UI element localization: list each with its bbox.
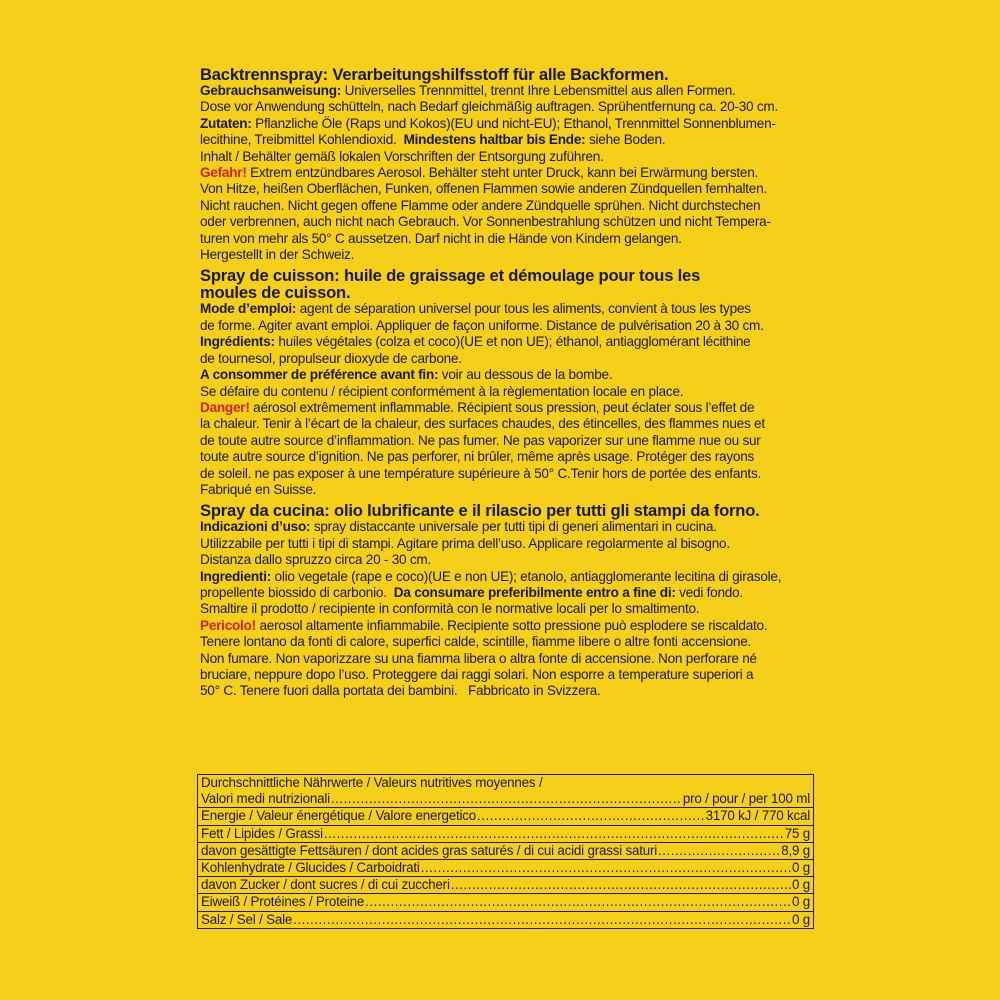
italian-usage-text: spray distaccante universale per tutti tipi di generi alimentari in cucina. (310, 519, 717, 535)
german-ingredients-text: Pflanzliche Öle (Raps und Kokos)(EU und nicht-EU); Ethanol, Trennmittel Sonnenblumen- (251, 115, 776, 131)
german-danger-line4: oder verbrennen, auch nicht nach Gebrauch. Vor Sonnenbestrahlung schützen und nicht Tempera- (200, 214, 771, 230)
german-danger (200, 165, 820, 181)
nutrition-row-value: 3170 kJ / 770 kcal (705, 808, 810, 824)
dot-leader (293, 912, 791, 928)
italian-best-before-label: Da consumare preferibilmente entro a fine di: (386, 584, 676, 600)
italian-danger-line1: aerosol altamente infiammabile. Recipiente sotto pressione può esplodere se riscaldato. (255, 617, 768, 633)
italian-usage-line3: Distanza dallo spruzzo circa 20 - 30 cm. (200, 552, 432, 568)
nutrition-table (197, 774, 814, 929)
nutrition-row (198, 893, 813, 910)
nutrition-row (198, 911, 813, 928)
nutrition-row (198, 825, 813, 842)
italian-usage-line2: Utilizzabile per tutti i tipi di stampi. Agitare prima dell’uso. Applicare regolarmente al bisogno. (200, 535, 730, 551)
italian-danger-line3: Non fumare. Non vaporizzare su una fiamma libera o altra fonte di accensione. Non perforare né (200, 650, 757, 666)
nutrition-header-line1 (198, 775, 813, 791)
german-ingredients (200, 116, 820, 132)
french-ingredients-label: Ingrédients: (200, 334, 275, 350)
german-danger-line2: Von Hitze, heißen Oberflächen, Funken, offenen Flammen sowie anderen Zündquellen fernhalten. (200, 181, 767, 197)
french-best-before (200, 367, 820, 383)
nutrition-row-value: 0 g (791, 859, 810, 875)
german-ingredients-label: Zutaten: (200, 115, 252, 131)
french-best-before-text: voir au dessous de la bombe. (438, 367, 613, 383)
dot-leader (658, 843, 780, 859)
german-ingredients-text2: lecithine, Treibmittel Kohlendioxid. (200, 132, 397, 148)
german-disposal: Inhalt / Behälter gemäß lokalen Vorschriften der Entsorgung zuführen. (200, 148, 604, 164)
german-usage-line2: Dose vor Anwendung schütteln, nach Bedarf gleichmäßig auftragen. Sprühentfernung ca. 20-30 cm. (200, 99, 779, 115)
french-danger-line1: aérosol extrêmement inflammable. Récipient sous pression, peut éclater sous l’effet de (249, 399, 755, 415)
french-danger-line4: toute autre source d’ignition. Ne pas perforer, ni brûler, même après usage. Protéger des rayons (200, 449, 755, 465)
nutrition-row (198, 859, 813, 876)
dot-leader (365, 894, 791, 910)
nutrition-header-text: Durchschnittliche Nährwerte / Valeurs nutritives moyennes / (201, 775, 543, 790)
dot-leader (451, 877, 791, 893)
italian-ingredients-line2 (200, 585, 820, 601)
german-origin: Hergestellt in der Schweiz. (200, 247, 355, 263)
french-usage-text: agent de séparation universel pour tous les aliments, convient à tous les types (296, 301, 751, 317)
french-origin: Fabriqué en Suisse. (200, 481, 317, 497)
nutrition-row-value: 75 g (784, 825, 810, 841)
italian-danger-label: Pericolo! (200, 617, 256, 633)
nutrition-row-label: Salz / Sel / Sale (201, 911, 293, 927)
french-danger-line2: la chaleur. Tenir à l’écart de la chaleur, des surfaces chaudes, des étincelles, des flammes nues et (200, 416, 765, 432)
german-usage-text: Universelles Trennmittel, trennt Ihre Lebensmittel aus allen Formen. (341, 83, 736, 98)
nutrition-row-value: 8,9 g (781, 842, 810, 858)
nutrition-row-label: Eiweiß / Protéines / Proteine (201, 894, 365, 910)
nutrition-header-line2 (198, 791, 813, 807)
italian-danger-line2: Tenere lontano da fonti di calore, superfici calde, scintille, fiamme libere o altre fonti accensione. (200, 634, 752, 650)
nutrition-row-label: Energie / Valeur énergétique / Valore energetico (201, 808, 477, 824)
nutrition-row-label: davon gesättigte Fettsäuren / dont acides gras saturés / di cui acidi grassi saturi (201, 842, 658, 858)
italian-danger (200, 618, 820, 634)
nutrition-row-label: Kohlenhydrate / Glucides / Carboidrati (201, 859, 420, 875)
nutrition-row-value: 0 g (791, 911, 810, 927)
italian-usage-label: Indicazioni d’uso: (200, 519, 311, 535)
nutrition-row (198, 876, 813, 893)
italian-danger-line4: bruciare, neppure dopo l’uso. Proteggere dai raggi solari. Non esporre a temperature superiori a (200, 667, 754, 682)
french-disposal: Se défaire du contenu / récipient conformément à la règlementation locale en place. (200, 383, 684, 399)
italian-best-before-text: vedi fondo. (675, 584, 743, 600)
nutrition-row (198, 807, 813, 824)
dot-leader (331, 791, 682, 807)
nutrition-row-label: davon Zucker / dont sucres / di cui zuccheri (201, 877, 450, 893)
french-title-line1: Spray de cuisson: huile de graissage et démoulage pour tous les (200, 266, 701, 286)
nutrition-row-value: 0 g (791, 894, 810, 910)
italian-ingredients-label: Ingredienti: (200, 568, 272, 584)
french-section (200, 267, 820, 498)
nutrition-row (198, 842, 813, 859)
italian-ingredients-text2: propellente biossido di carbonio. (200, 584, 387, 600)
nutrition-row-value: 0 g (791, 877, 810, 893)
german-ingredients-line2 (200, 132, 820, 148)
french-best-before-label: A consommer de préférence avant fin: (200, 367, 439, 383)
german-danger-line5: turen von mehr als 50° C aussetzen. Darf nicht in die Hände von Kindern gelangen. (200, 230, 682, 246)
french-danger-label: Danger! (200, 399, 250, 415)
italian-ingredients (200, 569, 820, 585)
product-label-text (200, 66, 820, 704)
french-ingredients (200, 334, 820, 350)
italian-ingredients-text: olio vegetale (rape e coco)(UE e non UE); etanolo, antiagglomerante lecitina di girasole, (271, 568, 782, 584)
french-ingredients-text: huiles végétales (colza et coco)(UE et non UE); éthanol, antiagglomérant lécithine (274, 334, 751, 350)
german-usage (200, 83, 820, 99)
dot-leader (421, 860, 791, 876)
german-danger-line3: Nicht rauchen. Nicht gegen offene Flamme oder andere Zündquelle sprühen. Nicht durchstechen (200, 197, 761, 213)
french-danger (200, 400, 820, 416)
german-section (200, 66, 820, 263)
french-danger-line3: de toute autre source d’inflammation. Ne pas fumer. Ne pas vaporizer sur une flamme nue ou sur (200, 432, 761, 448)
german-danger-label: Gefahr! (200, 165, 247, 181)
french-danger-line5: de soleil. ne pas exposer à une température supérieure à 50° C.Tenir hors de portée des enfants. (200, 465, 762, 481)
german-best-before-text: siehe Boden. (585, 132, 666, 148)
french-usage-label: Mode d’emploi: (200, 301, 297, 317)
german-title: Backtrennspray: Verarbeitungshilfsstoff für alle Backformen. (200, 65, 669, 84)
nutrition-header-unit: pro / pour / per 100 ml (682, 791, 810, 807)
german-usage-label: Gebrauchsanweisung: (200, 83, 342, 98)
nutrition-row-label: Fett / Lipides / Grassi (201, 825, 323, 841)
german-danger-line1: Extrem entzündbares Aerosol. Behälter steht unter Druck, kann bei Erwärmung bersten. (246, 165, 759, 181)
dot-leader (477, 808, 705, 824)
german-best-before-label: Mindestens haltbar bis Ende: (396, 132, 586, 148)
french-title-line2: moules de cuisson. (200, 283, 351, 303)
nutrition-header-text2: Valori medi nutrizionali (201, 791, 330, 807)
dot-leader (324, 826, 784, 842)
italian-usage (200, 519, 820, 535)
italian-section (200, 502, 820, 699)
italian-danger-line5: 50° C. Tenere fuori dalla portata dei bambini. Fabbricato in Svizzera. (200, 683, 601, 699)
french-usage (200, 301, 820, 317)
italian-disposal: Smaltire il prodotto / recipiente in conformità con le normative locali per lo smaltimento. (200, 601, 700, 617)
french-ingredients-line2: de tournesol, propulseur dioxyde de carbone. (200, 350, 462, 366)
french-usage-line2: de forme. Agiter avant emploi. Appliquer de façon uniforme. Distance de pulvérisation 20 à 30 cm. (200, 317, 764, 333)
italian-title: Spray da cucina: olio lubrificante e il rilascio per tutti gli stampi da forno. (200, 501, 760, 521)
